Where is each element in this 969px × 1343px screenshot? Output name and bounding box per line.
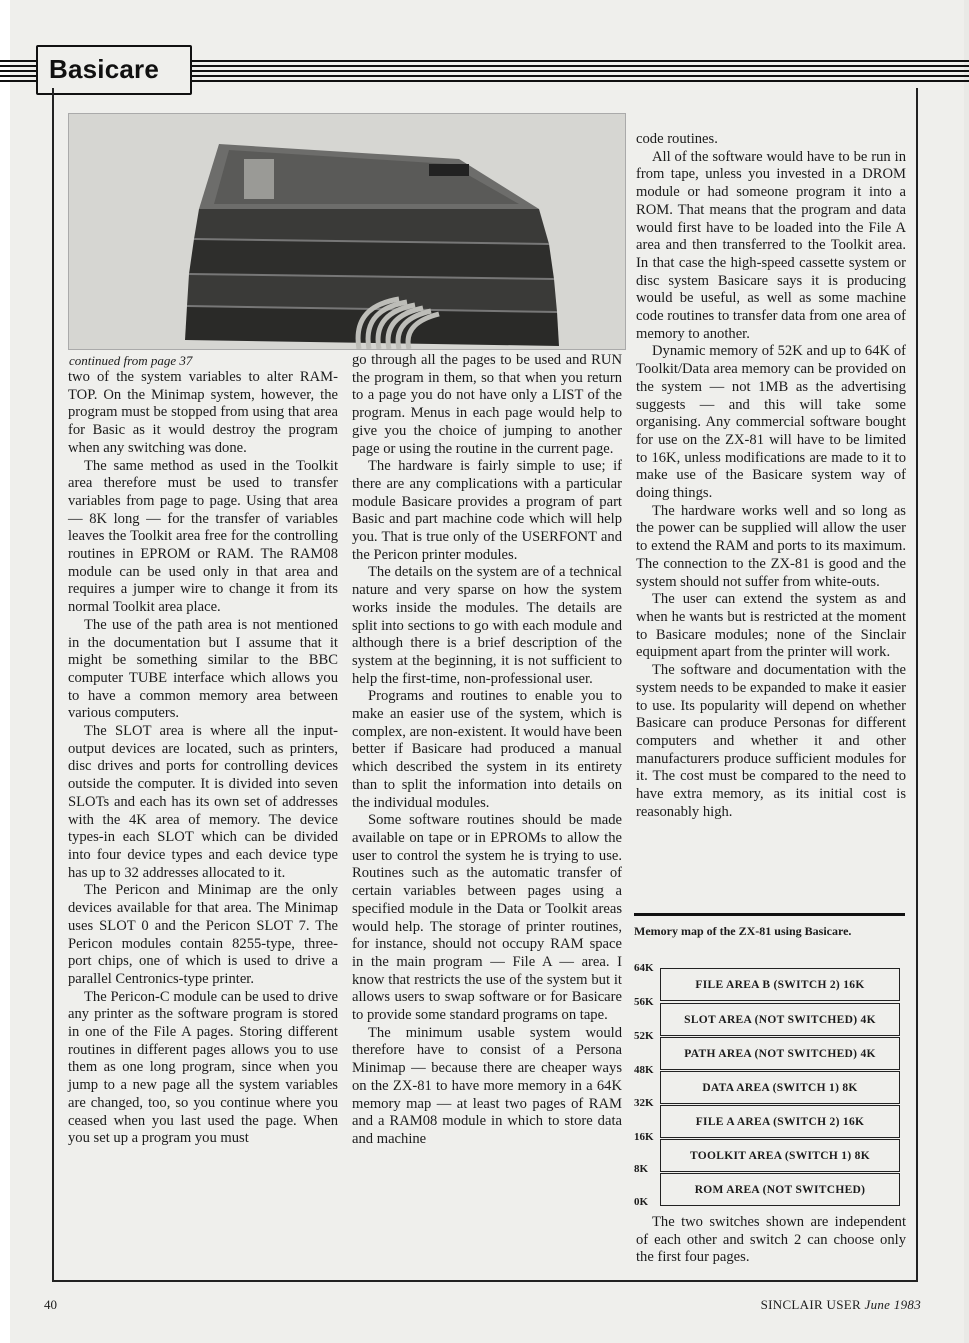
paragraph: The software and documentation with the system needs to be expanded to make it easier to use. Its popularity will depend on whether Basicare can produce Personas for different computers and whether it and other manufacturers produce sufficient modules for it. The cost must be compared to the need to have extra memory, as its initial cost is reasonably high. xyxy=(636,662,906,820)
page-number: 40 xyxy=(44,1297,57,1312)
paragraph: Dynamic memory of 52K and up to 64K of Toolkit/Data area memory can be provided on the system — not 1MB as the advertising suggests — and this will take some organising. Any commercial software bought for use on the ZX-81 will have to be limited to 16K, unless modifications are made to it to make use of the Basicare system way of doing things. xyxy=(636,343,906,502)
paragraph: The user can extend the system as and when he wants but is restricted at the moment to Basicare modules; none of the Sinclair equipment apart from the printer will work. xyxy=(636,591,906,661)
memory-area-data: DATA AREA (SWITCH 1) 8K xyxy=(660,1071,900,1104)
paragraph: The use of the path area is not mentioned in the documentation but I assume that it might be something similar to the BBC computer TUBE interface which allows you to have a common memory area between various computers. xyxy=(68,616,338,722)
text-column-3-tail xyxy=(636,1214,906,1267)
memory-label: 48K xyxy=(634,1064,654,1076)
memory-map-title: Memory map of the ZX-81 using Basicare. xyxy=(634,924,852,938)
text-column-1 xyxy=(68,369,338,1148)
paragraph: The hardware is fairly simple to use; if there are any complications with a particular module Basicare provides a program of part Basic and part machine code which will help you. That is true only of the USERFONT and the Pericon printer modules. xyxy=(352,458,622,563)
continued-note: continued from page 37 xyxy=(69,353,193,368)
paragraph: The hardware works well and so long as the power can be supplied will allow the user to extend the RAM and ports to its maximum. The connection to the ZX-81 is good and the system should not suffer from white-outs. xyxy=(636,502,906,590)
issue-date: June 1983 xyxy=(864,1297,921,1312)
memory-map-rule xyxy=(634,913,905,916)
memory-label: 16K xyxy=(634,1131,654,1143)
memory-label: 0K xyxy=(634,1196,649,1208)
text-column-2 xyxy=(352,352,622,1149)
memory-area-slot: SLOT AREA (NOT SWITCHED) 4K xyxy=(660,1003,900,1036)
paragraph: Programs and routines to enable you to make an easier use of the system, which is complex, are non-existent. It would have been better if Basicare had produced a manual which described the system in its entirety than to split the information into details on the individual modules. xyxy=(352,688,622,811)
memory-area-path: PATH AREA (NOT SWITCHED) 4K xyxy=(660,1037,900,1070)
paragraph: The SLOT area is where all the input-output devices are located, such as printers, disc drives and ports for controlling devices outside the computer. It is divided into seven SLOTs and each has its own set of addresses with the 4K area of memory. The device types-in each SLOT which can be divided into four device types and each device type has up to 32 addresses allocated to it. xyxy=(68,723,338,881)
memory-label: 8K xyxy=(634,1163,649,1175)
paragraph: code routines. xyxy=(636,131,718,147)
paragraph: All of the software would have to be run in from tape, unless you invested in a DROM module or had someone program it into a ROM. That means that the program and data would first have to be loaded into the File A area and then transferred to the Toolkit area. In that case the high-speed cassette system or disc system Basicare says it is producing would be useful, as well as some machine code routines to transfer data from one area of memory to another. xyxy=(636,148,906,342)
paragraph: Some software routines should be made available on tape or in EPROMs to allow the user to control the system he is trying to use. Routines such as the automatic transfer of certain variables between pages using a specified module in the Data or Toolkit areas would help. The storage of printer routines, for instance, should not occupy RAM space in the main program — File A — area. I know that restricts the use of the system but it allows users to swap software or for Basicare to provide some standard programs on tape. xyxy=(352,812,622,1024)
paragraph: The Pericon and Minimap are the only devices available for that area. The Minimap uses SLOT 0 and the Pericon SLOT 7. The Pericon modules contain 8255-type, three-port chips, one of which is used to drive a parallel Centronics-type printer. xyxy=(68,882,338,987)
paragraph: The details on the system are of a technical nature and very sparse on how the system works inside the modules. The details are split into sections to go with each module and although there is a brief description of the system at the beginning, it is not sufficient to help the first-time, non-professional user. xyxy=(352,564,622,687)
memory-area-toolkit: TOOLKIT AREA (SWITCH 1) 8K xyxy=(660,1139,900,1172)
paragraph: The two switches shown are independent of each other and switch 2 can choose only the first four pages. xyxy=(636,1214,906,1266)
memory-label: 52K xyxy=(634,1030,654,1042)
product-photo xyxy=(68,113,626,350)
magazine-footer xyxy=(761,1297,921,1313)
section-title: Basicare xyxy=(49,54,160,84)
scan-edge xyxy=(0,0,10,1343)
paragraph: two of the system variables to alter RAM-TOP. On the Minimap system, however, the program must be stopped from using that area for Basic as it would destroy the program when any switching was done. xyxy=(68,369,338,456)
memory-label: 56K xyxy=(634,996,654,1008)
paragraph: go through all the pages to be used and RUN the program in them, so that when you return to a page you do not have only a LIST of the program. Menus in each page would help to give you the choice of jumping to another page or using the routine in the current page. xyxy=(352,352,622,457)
memory-area-rom: ROM AREA (NOT SWITCHED) xyxy=(660,1173,900,1206)
paragraph: The minimum usable system would therefore have to consist of a Persona Minimap — because there are cheaper ways on the ZX-81 to have more memory in a 64K memory map — at least two pages of RAM and a RAM08 module in which to store data and machine xyxy=(352,1024,622,1147)
text-column-3 xyxy=(636,131,906,821)
paragraph: The same method as used in the Toolkit area therefore must be used to transfer variables from page to page. Using that area — 8K long — for the transfer of variables leaves the Toolkit area free for the controlling routines in EPROM or RAM. The RAM08 module can be used only in that area and requires a jumper wire to change it from its normal Toolkit area place. xyxy=(68,457,338,616)
memory-label: 32K xyxy=(634,1097,654,1109)
paragraph: The Pericon-C module can be used to drive any printer as the software program is stored in one of the File A pages. Storing different routines in different pages allows you to use them as one long program, since when you jump to a new page all the system variables are changed, too, so you continue where you ceased when you last used the page. When you set up a program you must xyxy=(68,988,338,1147)
memory-area-file-a: FILE A AREA (SWITCH 2) 16K xyxy=(660,1105,900,1138)
memory-label: 64K xyxy=(634,962,654,974)
magazine-name: SINCLAIR USER xyxy=(760,1297,861,1312)
memory-area-file-b: FILE AREA B (SWITCH 2) 16K xyxy=(660,968,900,1001)
